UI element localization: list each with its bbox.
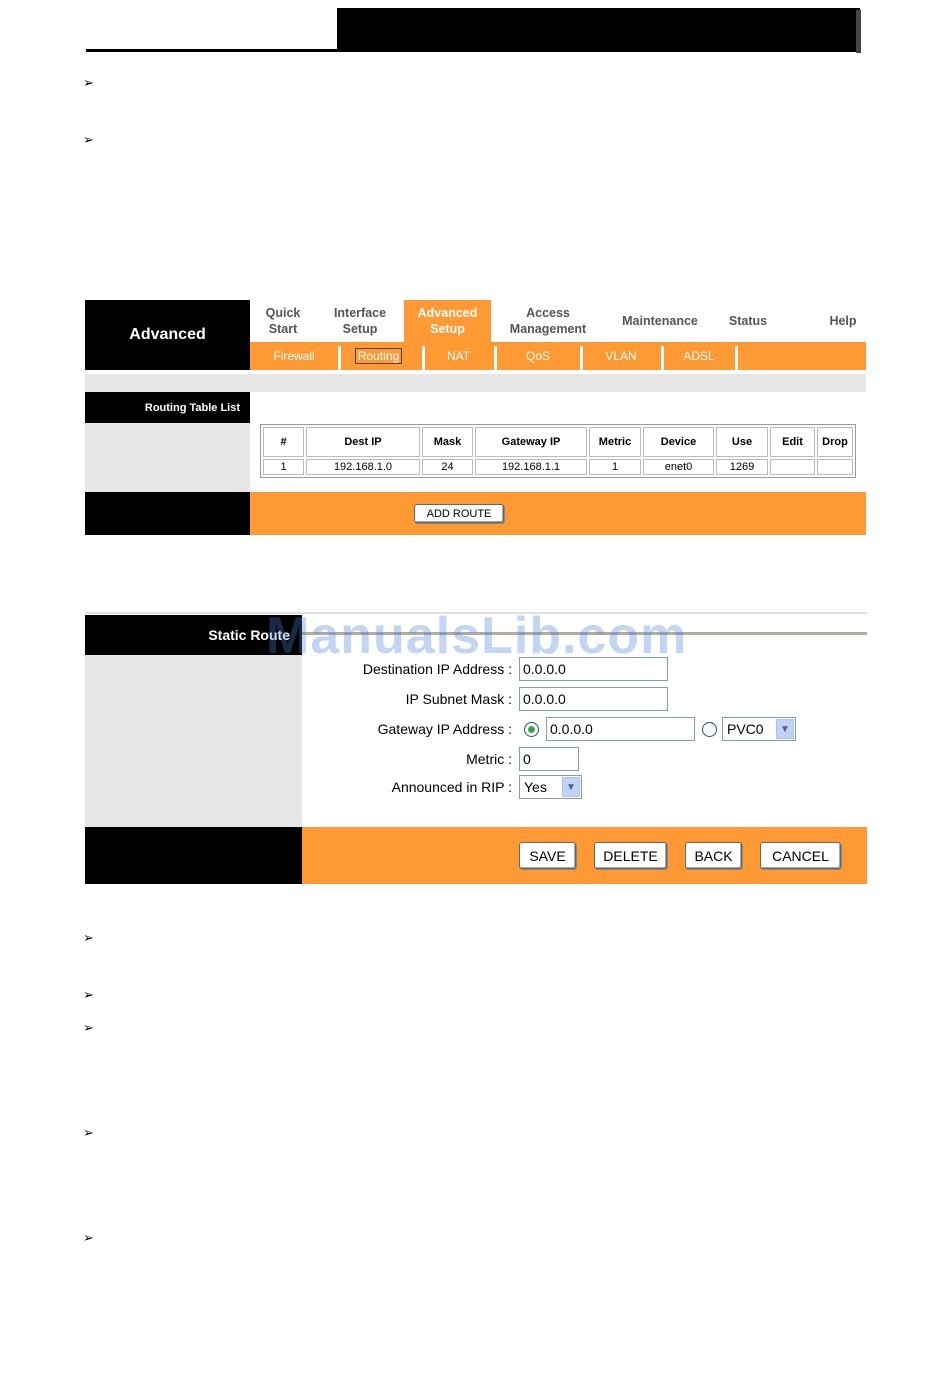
routing-footer-left: [85, 492, 250, 535]
arrow-bullet-icon: ➢: [83, 930, 94, 945]
table-cell: enet0: [643, 459, 714, 475]
watermark-text: ManualsLib.com: [266, 607, 688, 665]
table-cell: 1: [263, 459, 304, 475]
tab-access-management[interactable]: Access Management: [509, 306, 587, 336]
subnet-mask-input[interactable]: 0.0.0.0: [519, 687, 668, 711]
routing-table-label: Routing Table List: [85, 392, 250, 423]
subtab-divider: [735, 346, 738, 370]
pvc-select-value: PVC0: [727, 721, 764, 737]
back-button[interactable]: BACK: [685, 842, 742, 869]
tab-quick-start[interactable]: Quick Start: [265, 306, 301, 336]
column-header: #: [263, 427, 304, 457]
add-route-button[interactable]: ADD ROUTE: [414, 504, 504, 523]
tab-help[interactable]: Help: [829, 314, 857, 328]
subtab-qos[interactable]: [497, 342, 579, 370]
top-navigation: [250, 300, 866, 342]
metric-label: Metric :: [466, 751, 512, 767]
tab-advanced-setup[interactable]: Advanced Setup: [404, 300, 491, 342]
tab-interface-setup[interactable]: Interface Setup: [333, 306, 387, 336]
routing-footer-bar: [250, 492, 866, 535]
subtab-routing[interactable]: [341, 342, 416, 370]
column-header: Use: [716, 427, 768, 457]
metric-input[interactable]: 0: [519, 747, 579, 771]
gateway-ip-radio[interactable]: [524, 722, 539, 737]
table-cell: 192.168.1.1: [475, 459, 587, 475]
save-button[interactable]: SAVE: [519, 842, 576, 869]
cancel-button[interactable]: CANCEL: [760, 842, 841, 869]
delete-button[interactable]: DELETE: [594, 842, 667, 869]
content-top-bar: [85, 374, 866, 392]
arrow-bullet-icon: ➢: [83, 1230, 94, 1245]
header-rule: [86, 49, 338, 52]
edit-cell[interactable]: [770, 459, 815, 475]
chevron-down-icon[interactable]: ▼: [776, 719, 794, 739]
arrow-bullet-icon: ➢: [83, 1125, 94, 1140]
rip-label: Announced in RIP :: [391, 779, 512, 795]
table-header-row: [263, 427, 853, 457]
gateway-ip-label: Gateway IP Address :: [377, 721, 512, 737]
subtab-nat[interactable]: [425, 342, 492, 370]
subtab-adsl-label: ADSL: [683, 349, 715, 363]
subtab-routing-label: Routing: [357, 349, 400, 363]
column-header: Dest IP: [306, 427, 420, 457]
subtab-firewall[interactable]: [250, 342, 338, 370]
table-cell: 24: [422, 459, 473, 475]
section-title-advanced: Advanced: [85, 300, 250, 370]
dest-ip-input[interactable]: 0.0.0.0: [519, 657, 668, 681]
subtab-firewall-label: Firewall: [273, 349, 315, 363]
table-cell: 1: [589, 459, 641, 475]
drop-cell[interactable]: [817, 459, 853, 475]
subtab-nat-label: NAT: [446, 349, 471, 363]
arrow-bullet-icon: ➢: [83, 1020, 94, 1035]
chevron-down-icon[interactable]: ▼: [562, 777, 580, 797]
arrow-bullet-icon: ➢: [83, 132, 94, 147]
static-route-left-panel: [85, 655, 302, 827]
table-cell: 192.168.1.0: [306, 459, 420, 475]
column-header: Edit: [770, 427, 815, 457]
subtab-adsl[interactable]: [664, 342, 734, 370]
column-header: Drop: [817, 427, 853, 457]
table-cell: 1269: [716, 459, 768, 475]
sub-navigation: [250, 342, 866, 370]
subtab-qos-label: QoS: [525, 349, 550, 363]
gateway-ip-input[interactable]: 0.0.0.0: [546, 717, 695, 741]
table-row: [263, 459, 853, 475]
dest-ip-label: Destination IP Address :: [362, 661, 512, 677]
rip-select-value: Yes: [524, 779, 547, 795]
column-header: Mask: [422, 427, 473, 457]
column-header: Device: [643, 427, 714, 457]
static-route-footer-left: [85, 827, 302, 884]
subtab-vlan-label: VLAN: [605, 349, 637, 363]
arrow-bullet-icon: ➢: [83, 987, 94, 1002]
column-header: Gateway IP: [475, 427, 587, 457]
arrow-bullet-icon: ➢: [83, 75, 94, 90]
tab-maintenance[interactable]: Maintenance: [622, 314, 698, 328]
routing-left-panel: [85, 423, 250, 492]
column-header: Metric: [589, 427, 641, 457]
tab-status[interactable]: Status: [728, 314, 768, 328]
subtab-vlan[interactable]: [583, 342, 659, 370]
routing-table: [260, 424, 856, 478]
subnet-mask-label: IP Subnet Mask :: [405, 691, 512, 707]
pvc-select[interactable]: [722, 717, 796, 741]
header-banner: [337, 8, 860, 52]
rip-select[interactable]: [519, 775, 582, 799]
static-route-label: Static Route: [85, 615, 302, 655]
gateway-pvc-radio[interactable]: [702, 722, 717, 737]
header-banner-shadow: [856, 10, 861, 53]
